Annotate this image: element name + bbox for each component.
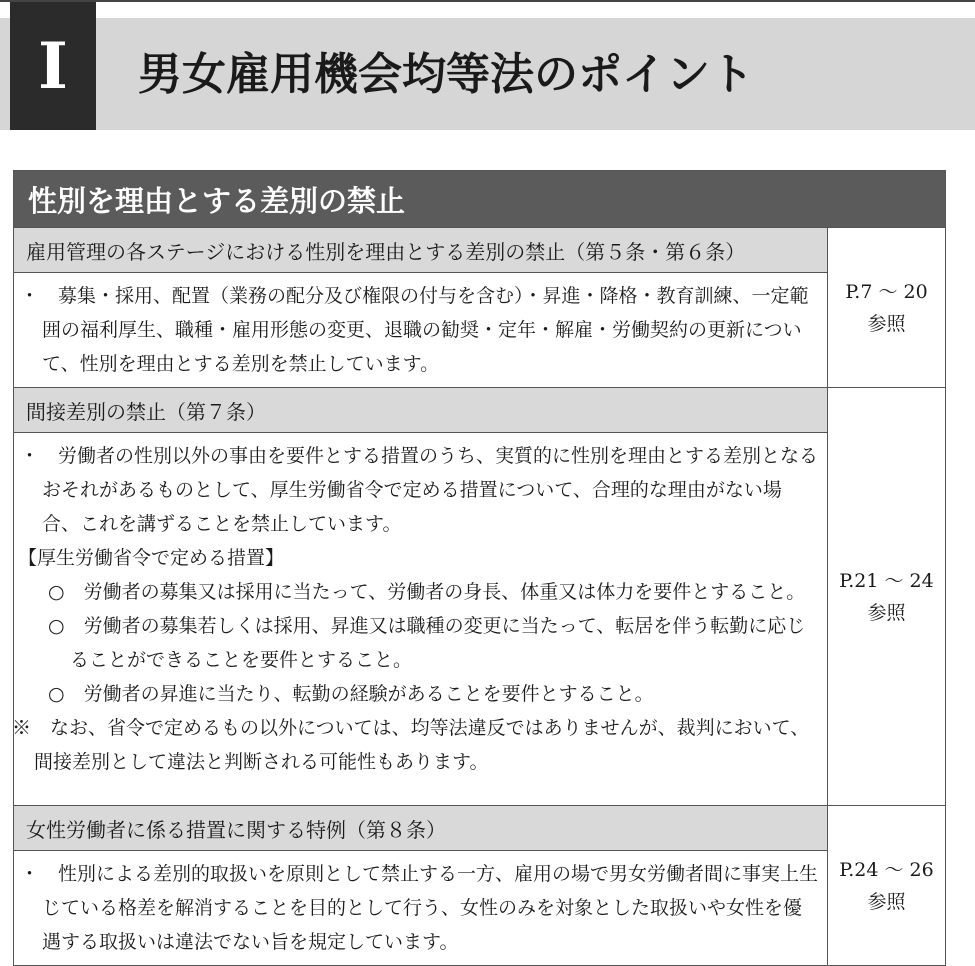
top-rule (0, 0, 975, 2)
ref-page: P.21 ～ 24 (839, 569, 934, 592)
measure-item: ○ 労働者の昇進に当たり、転勤の経験があることを要件とすること。 (48, 683, 654, 705)
page-reference (828, 388, 946, 806)
measures-title: 【厚生労働省令で定める措置】 (18, 547, 285, 569)
item-body (14, 851, 828, 966)
ref-label: 参照 (867, 890, 906, 913)
ref-label: 参照 (867, 312, 906, 335)
item-heading: 間接差別の禁止（第７条） (14, 388, 828, 433)
measure-item: ○ 労働者の募集若しくは採用、昇進又は職種の変更に当たって、転居を伴う転勤に応じることができることを要件とすること。 (48, 615, 806, 671)
page-reference (828, 228, 946, 388)
item-heading: 女性労働者に係る措置に関する特例（第８条） (14, 806, 828, 851)
item-body (14, 433, 828, 806)
content-table (13, 170, 946, 966)
note-text: ※ なお、省令で定めるもの以外については、均等法違反ではありませんが、裁判において、間接差別として違法と判断される可能性もあります。 (12, 717, 810, 773)
ref-label: 参照 (867, 601, 906, 624)
section-title: 性別を理由とする差別の禁止 (14, 171, 946, 228)
ref-page: P.24 ～ 26 (839, 858, 934, 881)
item-text: ・ 募集・採用、配置（業務の配分及び権限の付与を含む）・昇進・降格・教育訓練、一定範囲の福利厚生、職種・雇用形態の変更、退職の勧奨・定年・解雇・労働契約の更新について、性別を理由とする差別を禁止しています。 (20, 285, 809, 375)
ref-page: P.7 ～ 20 (845, 280, 928, 303)
item-heading: 雇用管理の各ステージにおける性別を理由とする差別の禁止（第５条・第６条） (14, 228, 828, 273)
item-text: ・ 性別による差別的取扱いを原則として禁止する一方、雇用の場で男女労働者間に事実上生じている格差を解消することを目的として行う、女性のみを対象とした取扱いや女性を優遇する取扱いは違法でない旨を規定しています。 (20, 863, 819, 953)
item-body (14, 273, 828, 388)
measure-item: ○ 労働者の募集又は採用に当たって、労働者の身長、体重又は体力を要件とすること。 (48, 581, 806, 603)
chapter-title: 男女雇用機会均等法のポイント (138, 49, 754, 100)
item-text: ・ 労働者の性別以外の事由を要件とする措置のうち、実質的に性別を理由とする差別となるおそれがあるものとして、厚生労働省令で定める措置について、合理的な理由がない場合、これを講ずることを禁止しています。 (20, 445, 819, 535)
chapter-number: I (10, 2, 96, 130)
page-reference (828, 806, 946, 966)
